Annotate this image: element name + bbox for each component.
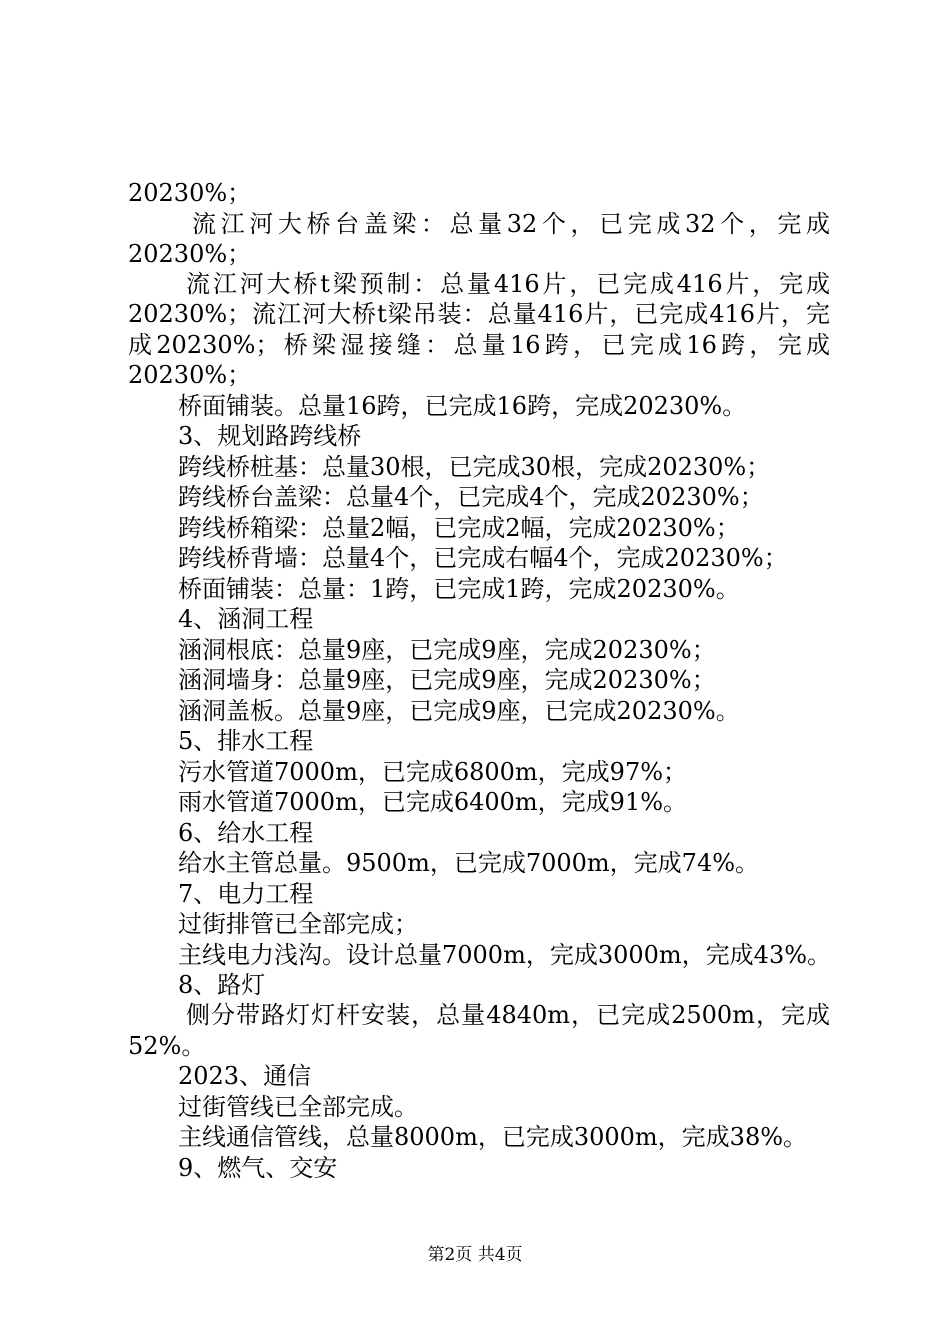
text-line: 跨线桥桩基：总量30根，已完成30根，完成20230%； — [178, 453, 771, 481]
text-line: 52%。 — [128, 1032, 206, 1060]
text-line: 主线通信管线，总量8000m，已完成3000m，完成38%。 — [178, 1123, 808, 1151]
text-line: 20230%； — [128, 361, 252, 389]
text-line: 跨线桥台盖梁：总量4个，已完成4个，完成20230%； — [178, 483, 764, 511]
section-heading: 6、给水工程 — [178, 819, 314, 847]
section-heading: 4、涵洞工程 — [178, 605, 314, 633]
text-line: 流江河大桥t梁预制：总量416片，已完成416片，完成 — [186, 270, 830, 298]
text-line: 污水管道7000m，已完成6800m，完成97%； — [178, 758, 688, 786]
text-line: 过街排管已全部完成； — [178, 910, 418, 938]
page-number-footer: 第2页 共4页 — [427, 1245, 523, 1265]
section-heading: 9、燃气、交安 — [178, 1154, 338, 1182]
section-heading: 2023、通信 — [178, 1062, 312, 1090]
text-line: 20230%； — [128, 179, 252, 207]
text-line: 20230%； — [128, 240, 252, 268]
text-line: 涵洞盖板。总量9座，已完成9座，已完成20230%。 — [178, 697, 740, 725]
text-line: 侧分带路灯灯杆安装，总量4840m，已完成2500m，完成 — [186, 1001, 830, 1029]
text-line: 桥面铺装：总量：1跨，已完成1跨，完成20230%。 — [178, 575, 740, 603]
text-line: 给水主管总量。9500m，已完成7000m，完成74%。 — [178, 849, 760, 877]
text-line: 主线电力浅沟。设计总量7000m，完成3000m，完成43%。 — [178, 941, 832, 969]
section-heading: 7、电力工程 — [178, 880, 314, 908]
text-line: 雨水管道7000m，已完成6400m，完成91%。 — [178, 788, 688, 816]
text-line: 涵洞墙身：总量9座，已完成9座，完成20230%； — [178, 666, 716, 694]
section-heading: 5、排水工程 — [178, 727, 314, 755]
text-line: 20230%；流江河大桥t梁吊装：总量416片，已完成416片，完 — [128, 300, 830, 328]
section-heading: 8、路灯 — [178, 971, 266, 999]
text-line: 过街管线已全部完成。 — [178, 1093, 418, 1121]
text-line: 跨线桥箱梁：总量2幅，已完成2幅，完成20230%； — [178, 514, 740, 542]
text-line: 流江河大桥台盖梁：总量32个，已完成32个，完成 — [192, 210, 830, 238]
text-line: 桥面铺装。总量16跨，已完成16跨，完成20230%。 — [178, 392, 747, 420]
text-line: 涵洞根底：总量9座，已完成9座，完成20230%； — [178, 636, 716, 664]
section-heading: 3、规划路跨线桥 — [178, 422, 362, 450]
text-line: 跨线桥背墙：总量4个，已完成右幅4个，完成20230%； — [178, 544, 788, 572]
text-line: 成20230%；桥梁湿接缝：总量16跨，已完成16跨，完成 — [128, 331, 830, 359]
